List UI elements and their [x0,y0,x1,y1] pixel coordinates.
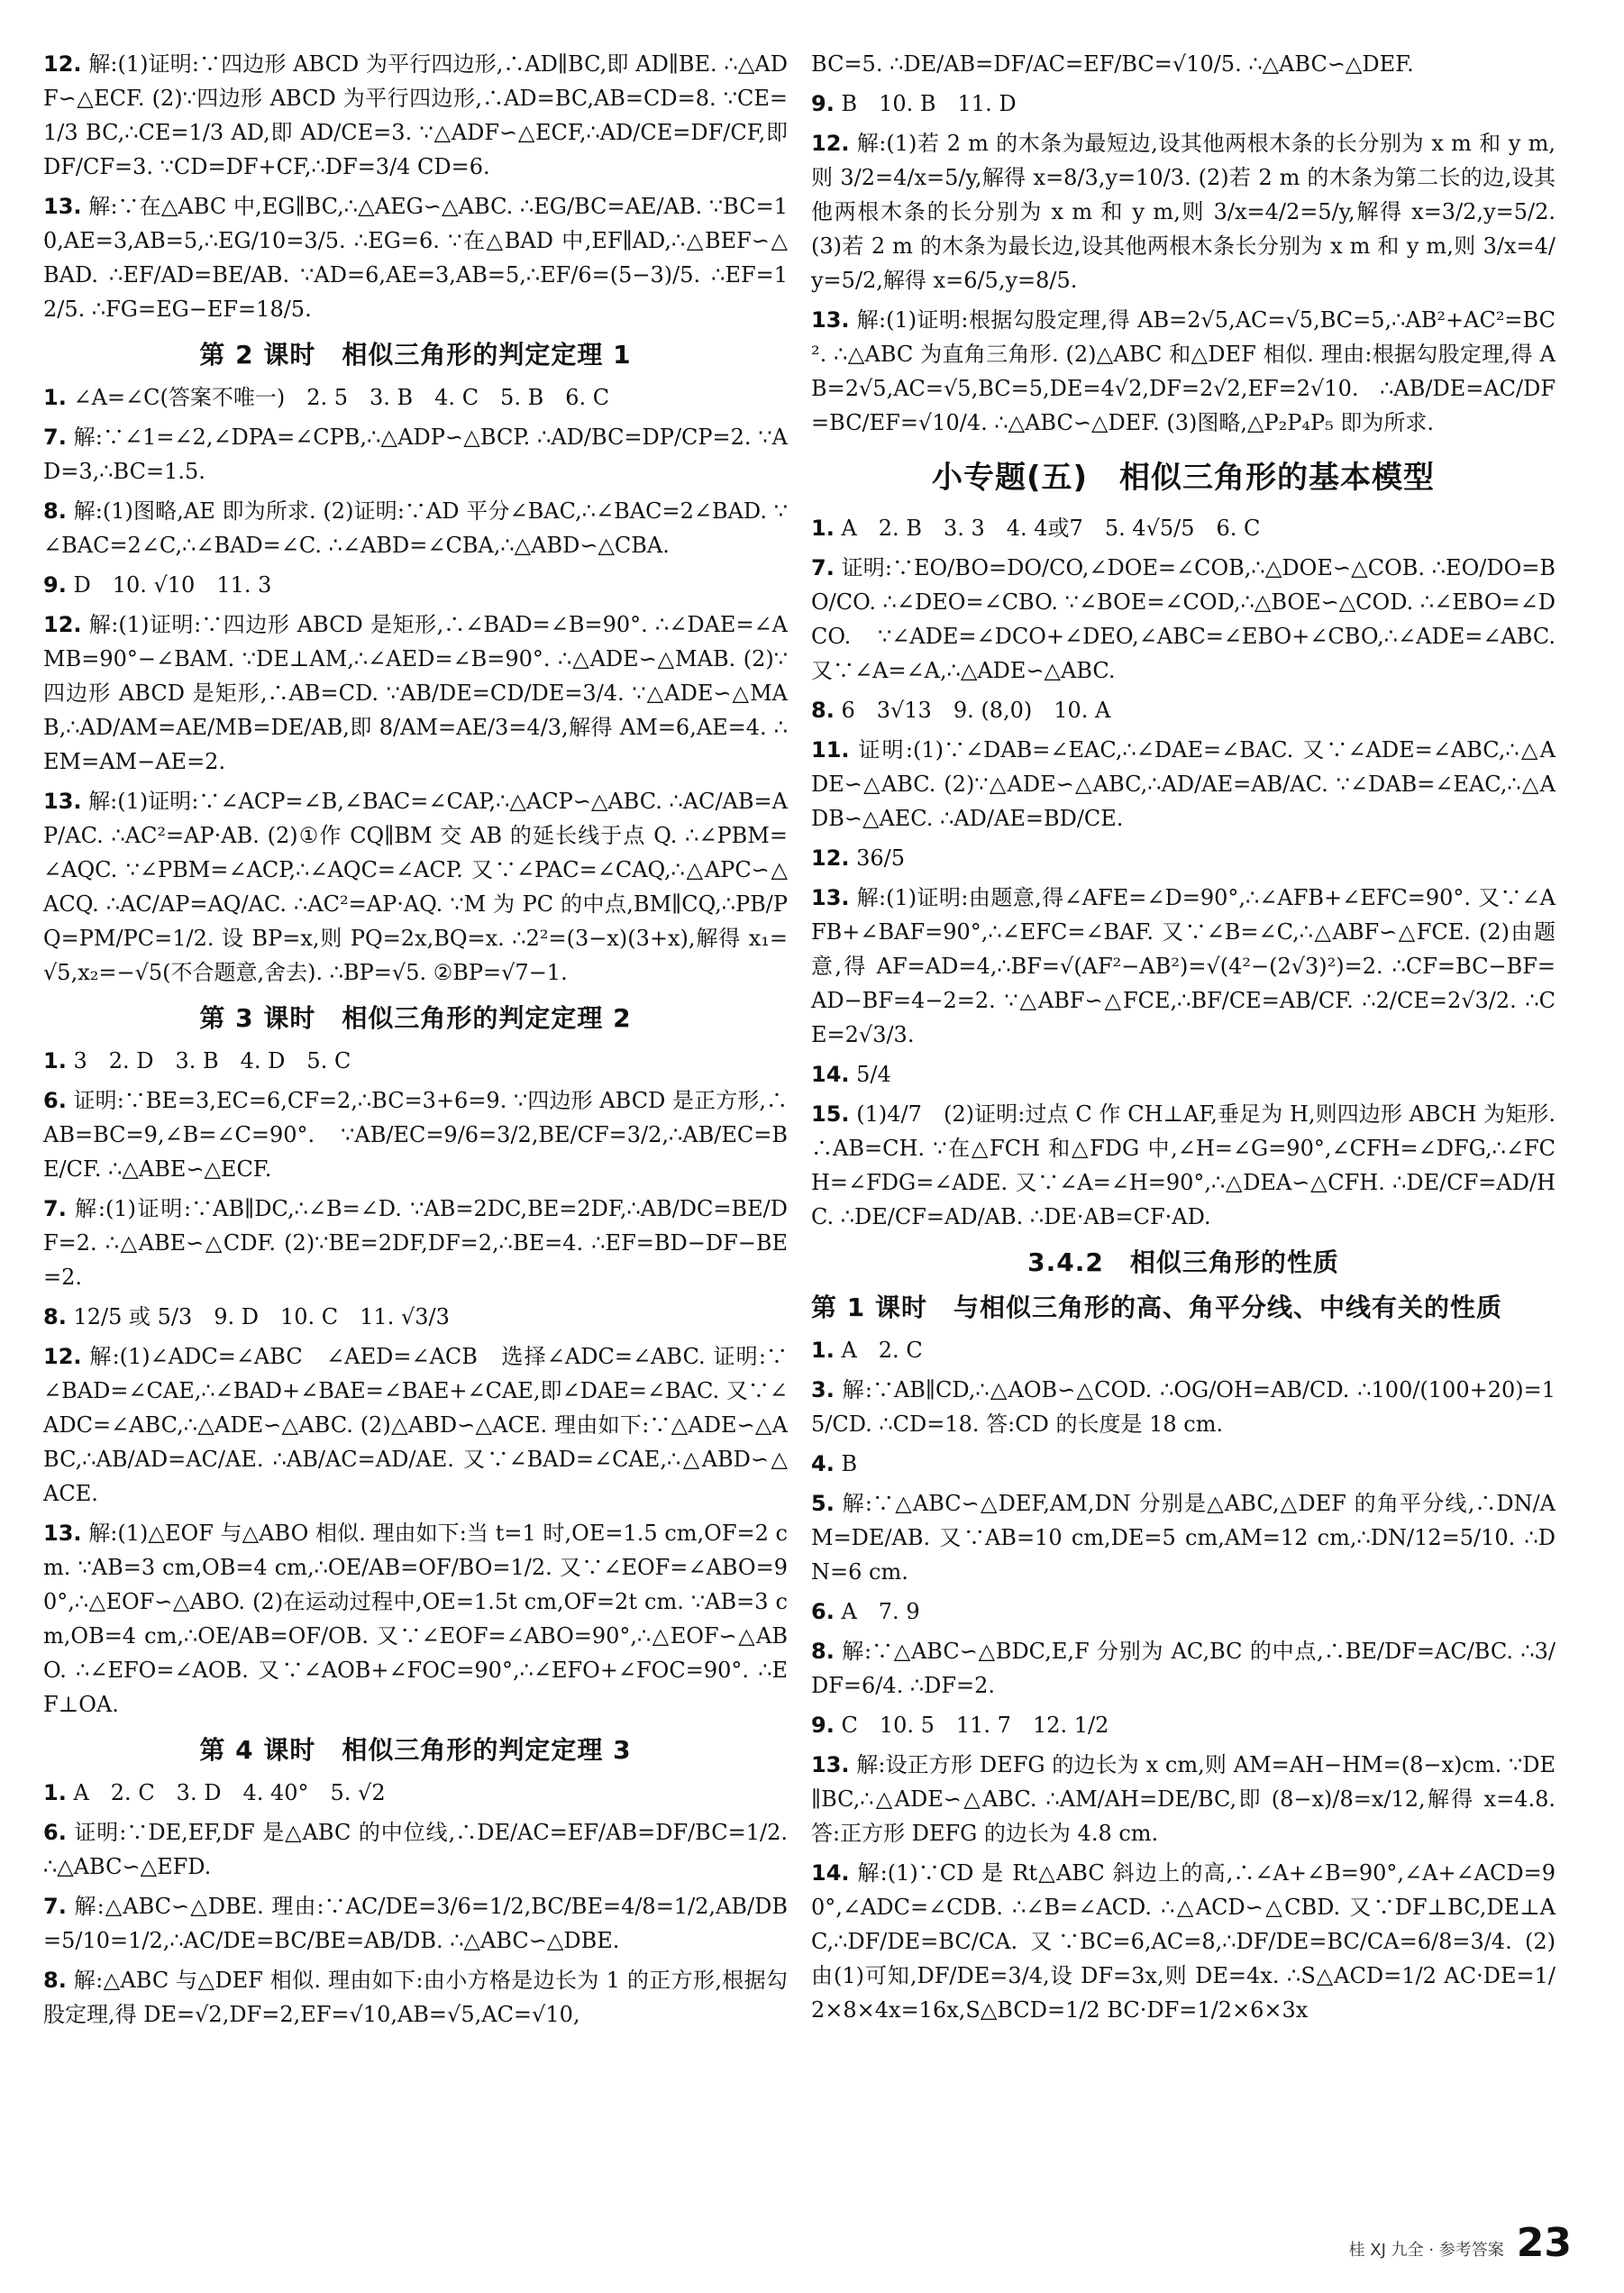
lesson-heading: 第 3 课时 相似三角形的判定定理 2 [199,1003,632,1033]
answer-paragraph: 12. 解:(1)若 2 m 的木条为最短边,设其他两根木条的长分别为 x m 和 y m,则 3/2=4/x=5/y,解得 x=8/3,y=10/3. (2)若 2 m 的木条为第二长的边,设其他两根木条的长分别为 x m 和 y m,则 3/x=4/2=5/y,解得 x=3/2,y=5/2. (3)若 2 m 的木条为最长边,设其他两根木条长分别为 x m 和 y m,则 3/x=4/y=5/2,解得 x=6/5,y=8/5. [811,131,1556,293]
answer-paragraph: 1. A 2. C [811,1338,923,1363]
footer-text: 桂 XJ 九全 · 参考答案 [1348,2241,1504,2260]
answer-paragraph: 12. 解:(1)∠ADC=∠ABC ∠AED=∠ACB 选择∠ADC=∠ABC. 证明:∵∠BAD=∠CAE,∴∠BAD+∠BAE=∠BAE+∠CAE,即∠DAE=∠BAC. 又∵∠ADC=∠ABC,∴△ADE∽△ABC. (2)△ABD∽△ACE. 理由如下:∵△ADE∽△ABC,∴AB/AD=AC/AE. ∴AB/AC=AD/AE. 又∵∠BAD=∠CAE,∴△ABD∽△ACE. [43,1344,788,1506]
answer-paragraph: 5. 解:∵△ABC∽△DEF,AM,DN 分别是△ABC,△DEF 的角平分线,∴DN/AM=DE/AB. 又∵AB=10 cm,DE=5 cm,AM=12 cm,∴DN/12=5/10. ∴DN=6 cm. [811,1491,1556,1585]
answer-paragraph: 7. 证明:∵EO/BO=DO/CO,∠DOE=∠COB,∴△DOE∽△COB. ∴EO/DO=BO/CO. ∴∠DEO=∠CBO. ∵∠BOE=∠COD,∴△BOE∽△COD. ∴∠EBO=∠DCO. ∵∠ADE=∠DCO+∠DEO,∠ABC=∠EBO+∠CBO,∴∠ADE=∠ABC. 又∵∠A=∠A,∴△ADE∽△ABC. [811,555,1556,683]
answer-paragraph: 8. 解:(1)图略,AE 即为所求. (2)证明:∵AD 平分∠BAC,∴∠BAC=2∠BAD. ∵∠BAC=2∠C,∴∠BAD=∠C. ∴∠ABD=∠CBA,∴△ABD∽△CBA. [43,498,788,558]
answer-paragraph: 13. 解:(1)证明:根据勾股定理,得 AB=2√5,AC=√5,BC=5,∴AB²+AC²=BC². ∴△ABC 为直角三角形. (2)△ABC 和△DEF 相似. 理由:根据勾股定理,得 AB=2√5,AC=√5,BC=5,DE=4√2,DF=2√2,EF=2√10. ∴AB/DE=AC/DF=BC/EF=√10/4. ∴△ABC∽△DEF. (3)图略,△P₂P₄P₅ 即为所求. [811,307,1556,435]
answer-paragraph: 7. 解:(1)证明:∵AB∥DC,∴∠B=∠D. ∵AB=2DC,BE=2DF,∴AB/DC=BE/DF=2. ∴△ABE∽△CDF. (2)∵BE=2DF,DF=2,∴BE=4. ∴EF=BD−DF−BE=2. [43,1196,788,1290]
answer-paragraph: 15. (1)4/7 (2)证明:过点 C 作 CH⊥AF,垂足为 H,则四边形 ABCH 为矩形. ∴AB=CH. ∵在△FCH 和△FDG 中,∠H=∠G=90°,∠CFH=∠DFG,∴∠FCH=∠FDG=∠ADE. 又∵∠A=∠H=90°,∴△DEA∽△CFH. ∴DE/CF=AD/HC. ∴DE/CF=AD/AB. ∴DE·AB=CF·AD. [811,1101,1556,1229]
page-footer [1349,2220,1572,2266]
answer-paragraph: 8. 12/5 或 5/3 9. D 10. C 11. √3/3 [43,1304,450,1329]
answer-paragraph: 7. 解:△ABC∽△DBE. 理由:∵AC/DE=3/6=1/2,BC/BE=4/8=1/2,AB/DB=5/10=1/2,∴AC/DE=BC/BE=AB/DB. ∴△ABC∽△DBE. [43,1894,788,1953]
answer-paragraph: 13. 解:(1)△EOF 与△ABO 相似. 理由如下:当 t=1 时,OE=1.5 cm,OF=2 cm. ∵AB=3 cm,OB=4 cm,∴OE/AB=OF/BO=1/2. 又∵∠EOF=∠ABO=90°,∴△EOF∽△ABO. (2)在运动过程中,OE=1.5t cm,OF=2t cm. ∵AB=3 cm,OB=4 cm,∴OE/AB=OF/OB. 又∵∠EOF=∠ABO=90°,∴△EOF∽△ABO. ∴∠EFO=∠AOB. 又∵∠AOB+∠FOC=90°,∴∠EFO+∠FOC=90°. ∴EF⊥OA. [43,1521,788,1717]
answer-paragraph: 13. 解:(1)证明:由题意,得∠AFE=∠D=90°,∴∠AFB+∠EFC=90°. 又∵∠AFB+∠BAF=90°,∴∠EFC=∠BAF. 又∵∠B=∠C,∴△ABF∽△FCE. (2)由题意,得 AF=AD=4,∴BF=√(AF²−AB²)=√(4²−(2√3)²)=2. ∴CF=BC−BF=AD−BF=4−2=2. ∵△ABF∽△FCE,∴BF/CE=AB/CF. ∴2/CE=2√3/2. ∴CE=2√3/3. [811,885,1556,1047]
answer-paragraph: 12. 解:(1)证明:∵四边形 ABCD 为平行四边形,∴AD∥BC,即 AD∥BE. ∴△ADF∽△ECF. (2)∵四边形 ABCD 为平行四边形,∴AD=BC,AB=CD=8. ∵CE=1/3 BC,∴CE=1/3 AD,即 AD/CE=3. ∵△ADF∽△ECF,∴AD/CE=DF/CF,即 DF/CF=3. ∵CD=DF+CF,∴DF=3/4 CD=6. [43,51,788,179]
answer-paragraph: 8. 解:△ABC 与△DEF 相似. 理由如下:由小方格是边长为 1 的正方形,根据勾股定理,得 DE=√2,DF=2,EF=√10,AB=√5,AC=√10, [43,1968,788,2027]
answer-paragraph: 13. 解:设正方形 DEFG 的边长为 x cm,则 AM=AH−HM=(8−x)cm. ∵DE∥BC,∴△ADE∽△ABC. ∴AM/AH=DE/BC,即 (8−x)/8=x/12,解得 x=4.8. 答:正方形 DEFG 的边长为 4.8 cm. [811,1752,1556,1846]
left-column [43,47,788,2037]
answer-paragraph: 13. 解:∵在△ABC 中,EG∥BC,∴△AEG∽△ABC. ∴EG/BC=AE/AB. ∵BC=10,AE=3,AB=5,∴EG/10=3/5. ∴EG=6. ∵在△BAD 中,EF∥AD,∴△BEF∽△BAD. ∴EF/AD=BE/AB. ∵AD=6,AE=3,AB=5,∴EF/6=(5−3)/5. ∴EF=12/5. ∴FG=EG−EF=18/5. [43,194,788,322]
answer-paragraph: 8. 解:∵△ABC∽△BDC,E,F 分别为 AC,BC 的中点,∴BE/DF=AC/BC. ∴3/DF=6/4. ∴DF=2. [811,1639,1556,1698]
answer-paragraph: 1. A 2. B 3. 3 4. 4或7 5. 4√5/5 6. C [811,516,1261,541]
lesson-heading: 第 1 课时 与相似三角形的高、角平分线、中线有关的性质 [811,1293,1502,1322]
answer-paragraph: 6. 证明:∵DE,EF,DF 是△ABC 的中位线,∴DE/AC=EF/AB=DF/BC=1/2. ∴△ABC∽△EFD. [43,1820,788,1879]
answer-paragraph: 6. A 7. 9 [811,1599,920,1624]
page-number: 23 [1516,2220,1572,2266]
answer-paragraph: 4. B [811,1451,858,1476]
answer-paragraph: 6. 证明:∵BE=3,EC=6,CF=2,∴BC=3+6=9. ∵四边形 ABCD 是正方形,∴AB=BC=9,∠B=∠C=90°. ∵AB/EC=9/6=3/2,BE/CF=3/2,∴AB/EC=BE/CF. ∴△ABE∽△ECF. [43,1088,788,1182]
answer-paragraph: 14. 5/4 [811,1062,891,1087]
answer-paragraph: BC=5. ∴DE/AB=DF/AC=EF/BC=√10/5. ∴△ABC∽△DEF. [811,51,1414,77]
section-title: 小专题(五) 相似三角形的基本模型 [931,460,1436,496]
answer-paragraph: 8. 6 3√13 9. (8,0) 10. A [811,698,1111,723]
answer-paragraph: 13. 解:(1)证明:∵∠ACP=∠B,∠BAC=∠CAP,∴△ACP∽△ABC. ∴AC/AB=AP/AC. ∴AC²=AP·AB. (2)①作 CQ∥BM 交 AB 的延长线于点 Q. ∴∠PBM=∠AQC. ∵∠PBM=∠ACP,∴∠AQC=∠ACP. 又∵∠PAC=∠CAQ,∴△APC∽△ACQ. ∴AC/AP=AQ/AC. ∴AC²=AP·AQ. ∵M 为 PC 的中点,BM∥CQ,∴PB/PQ=PM/PC=1/2. 设 BP=x,则 PQ=2x,BQ=x. ∴2²=(3−x)(3+x),解得 x₁=√5,x₂=−√5(不合题意,舍去). ∴BP=√5. ②BP=√7−1. [43,789,788,985]
answer-paragraph: 1. ∠A=∠C(答案不唯一) 2. 5 3. B 4. C 5. B 6. C [43,385,610,410]
answer-paragraph: 9. D 10. √10 11. 3 [43,572,272,598]
answer-paragraph: 1. A 2. C 3. D 4. 40° 5. √2 [43,1780,386,1805]
lesson-heading: 3.4.2 相似三角形的性质 [1027,1247,1339,1277]
lesson-heading: 第 4 课时 相似三角形的判定定理 3 [199,1735,632,1765]
answer-paragraph: 9. B 10. B 11. D [811,91,1017,116]
answer-paragraph: 7. 解:∵∠1=∠2,∠DPA=∠CPB,∴△ADP∽△BCP. ∴AD/BC=DP/CP=2. ∵AD=3,∴BC=1.5. [43,425,788,484]
answer-paragraph: 12. 解:(1)证明:∵四边形 ABCD 是矩形,∴∠BAD=∠B=90°. ∴∠DAE=∠AMB=90°−∠BAM. ∵DE⊥AM,∴∠AED=∠B=90°. ∴△ADE∽△MAB. (2)∵四边形 ABCD 是矩形,∴AB=CD. ∵AB/DE=CD/DE=3/4. ∵△ADE∽△MAB,∴AD/AM=AE/MB=DE/AB,即 8/AM=AE/3=4/3,解得 AM=6,AE=4. ∴EM=AM−AE=2. [43,612,788,774]
lesson-heading: 第 2 课时 相似三角形的判定定理 1 [199,340,632,370]
answer-paragraph: 14. 解:(1)∵CD 是 Rt△ABC 斜边上的高,∴∠A+∠B=90°,∠A+∠ACD=90°,∠ADC=∠CDB. ∴∠B=∠ACD. ∴△ACD∽△CBD. 又∵DF⊥BC,DE⊥AC,∴DF/DE=BC/CA. 又∵BC=6,AC=8,∴DF/DE=BC/CA=6/8=3/4. (2)由(1)可知,DF/DE=3/4,设 DF=3x,则 DE=4x. ∴S△ACD=1/2 AC·DE=1/2×8×4x=16x,S△BCD=1/2 BC·DF=1/2×6×3x [811,1860,1556,2023]
answer-paragraph: 3. 解:∵AB∥CD,∴△AOB∽△COD. ∴OG/OH=AB/CD. ∴100/(100+20)=15/CD. ∴CD=18. 答:CD 的长度是 18 cm. [811,1377,1556,1437]
answer-paragraph: 1. 3 2. D 3. B 4. D 5. C [43,1048,351,1073]
answer-paragraph: 11. 证明:(1)∵∠DAB=∠EAC,∴∠DAE=∠BAC. 又∵∠ADE=∠ABC,∴△ADE∽△ABC. (2)∵△ADE∽△ABC,∴AD/AE=AB/AC. ∵∠DAB=∠EAC,∴△ADB∽△AEC. ∴AD/AE=BD/CE. [811,737,1556,831]
right-column [811,47,1556,2033]
answer-paragraph: 12. 36/5 [811,845,906,871]
answer-paragraph: 9. C 10. 5 11. 7 12. 1/2 [811,1713,1109,1738]
